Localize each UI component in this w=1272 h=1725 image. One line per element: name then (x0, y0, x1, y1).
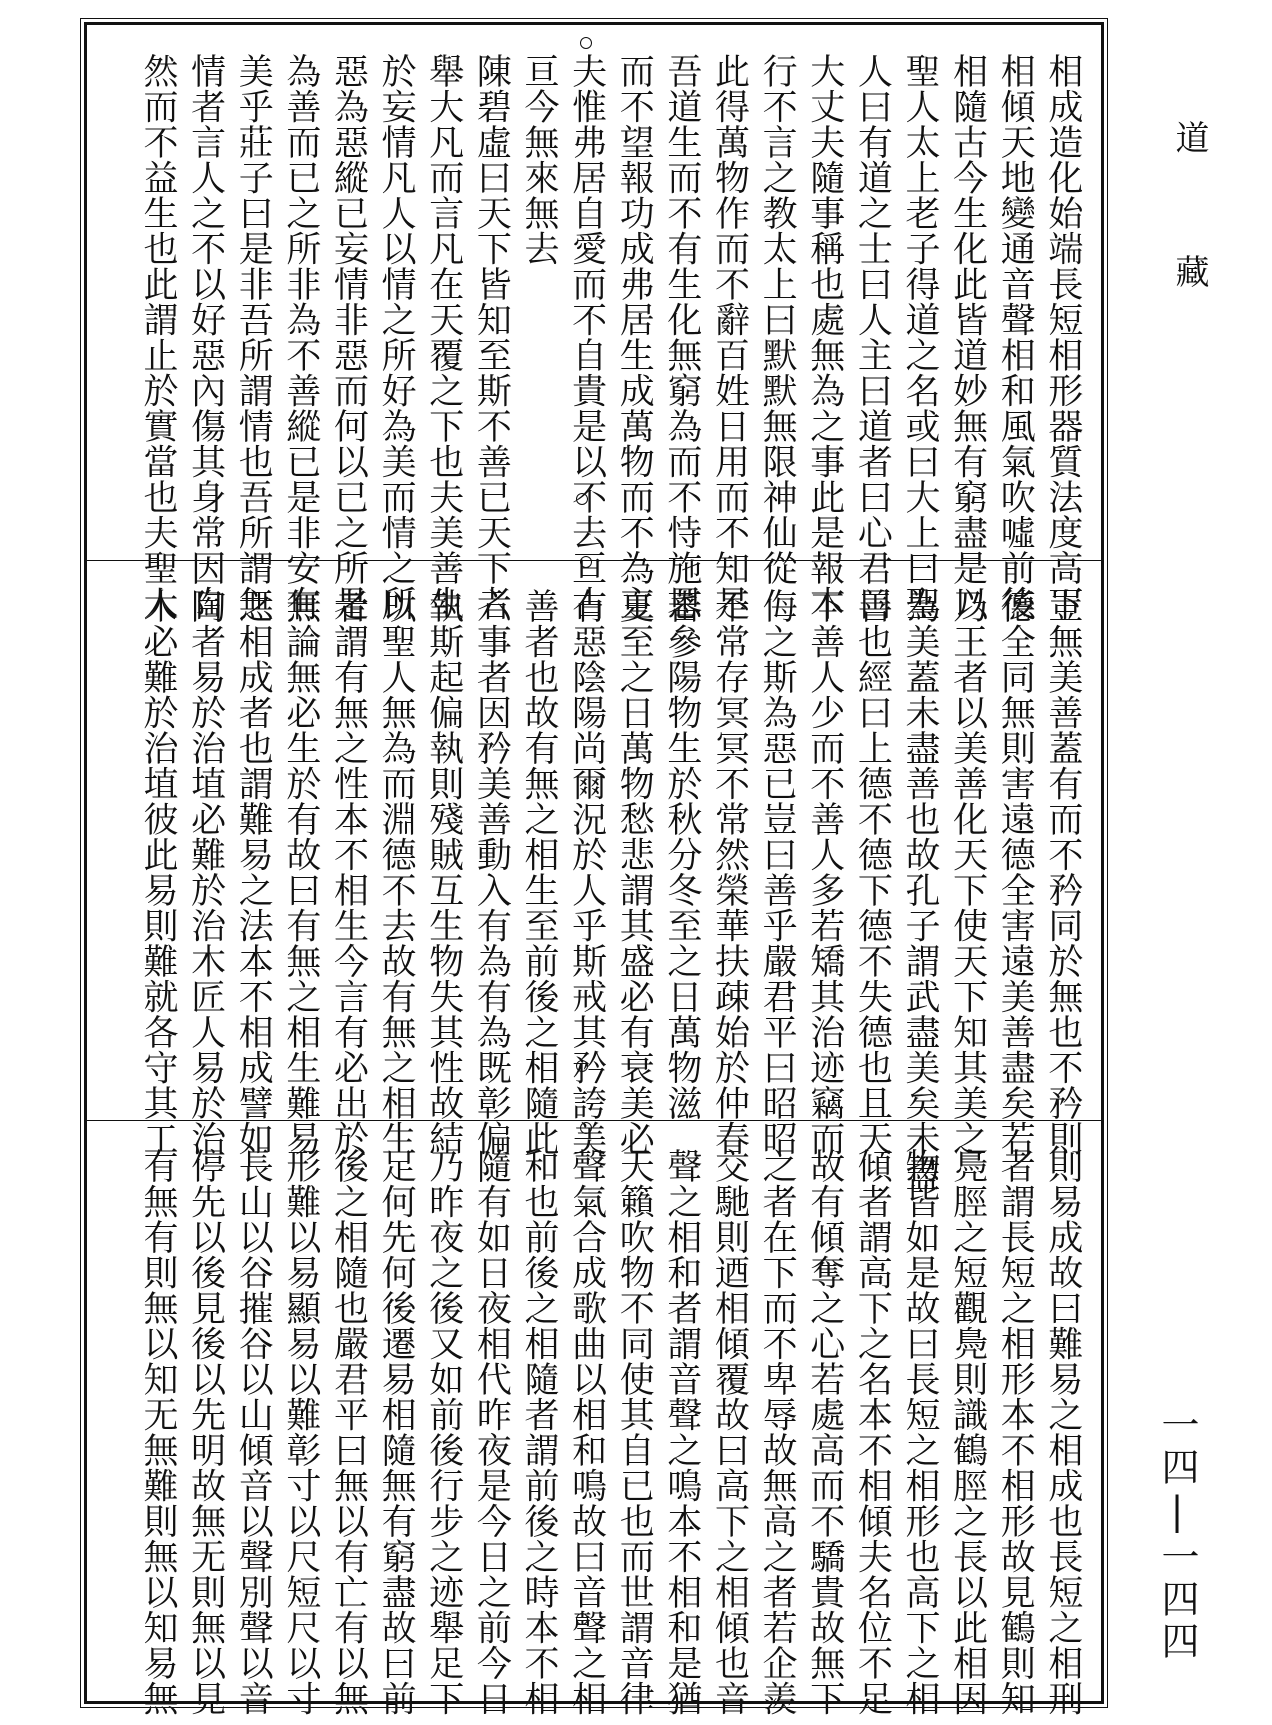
text-column: 有惡陰陽尚爾況於人乎斯戒其矜誇美 (566, 588, 607, 1156)
text-column: 故有傾奪之心若處高而不驕貴故無下 (804, 1148, 845, 1716)
text-column: 聲氣合成歌曲以相和鳴故曰音聲之相 (566, 1148, 607, 1716)
text-column: 後之相隨也嚴君平曰無以有亡有以無 (328, 1148, 369, 1716)
text-column: 侮之斯為惡已豈曰善乎嚴君平曰昭昭 (757, 588, 798, 1156)
text-column: 舉大凡而言凡在天覆之下也夫美善生 (423, 53, 464, 621)
text-panel-2 (90, 560, 1098, 1192)
text-frame (84, 22, 1104, 1716)
text-column: 為善而已之所非為不善縱已是非安有 (280, 53, 321, 621)
text-column: 不常存冥冥不常然榮華扶疎始於仲春 (709, 588, 750, 1156)
text-column: 美乎莊子曰是非吾所謂情也吾所謂無 (233, 53, 274, 621)
text-column: 情者言人之不以好惡內傷其身常因自 (185, 53, 226, 621)
text-column: 夏至之日萬物愁悲謂其盛必有衰美必 (614, 588, 655, 1156)
text-column: 相成造化始端長短相形器質法度高下 (1042, 53, 1083, 621)
text-column: 以聖人無為而淵德不去故有無之相生 (376, 588, 417, 1156)
text-column: 大丈夫隨事稱也處無為之事此是報本 (804, 53, 845, 621)
circle-mark (576, 1613, 588, 1625)
text-column: 於妄情凡人以情之所好為美而情之所 (376, 53, 417, 621)
text-column: 然而不益生也此謂止於實當也夫聖人 (138, 53, 178, 621)
text-column: 陳碧虛曰天下皆知至斯不善已天下者 (471, 53, 512, 621)
text-column: 為美蓋未盡善也故孔子謂武盡美矣未盡 (900, 588, 940, 1192)
text-column: 德全同無則害遠德全害遠美善盡矣若 (995, 588, 1036, 1156)
text-column: 善者也故有無之相生至前後之相隨此 (519, 588, 559, 1156)
text-column: 夫惟弗居自愛而不自貴是以不去亘古 (566, 53, 607, 621)
text-column: 乃王者以美善化天下使天下知其美之 (947, 588, 988, 1156)
text-column: 無論無必生於有故曰有無之相生難易 (280, 588, 321, 1156)
text-column: 聲之相和者謂音聲之鳴本不相和是猶 (661, 1148, 702, 1716)
text-column: 形難以易顯易以難彰寸以尺短尺以寸 (280, 1148, 321, 1716)
margin-title: 道藏 (1169, 120, 1209, 388)
text-column: 木必難於治埴彼此易則難就各守其工 (138, 588, 178, 1156)
text-column: 天籟吹物不同使其自已也而世謂音律 (614, 1148, 655, 1716)
text-column: 陶者易於治埴必難於治木匠人易於治 (185, 588, 226, 1156)
circle-mark (576, 493, 588, 505)
text-column: 吾道生而不有生化無窮為而不恃施恩 (661, 53, 702, 621)
circle-mark (580, 556, 592, 568)
circle-mark (576, 1060, 588, 1072)
text-column: 足何先何後遷易相隨無有窮盡故曰前 (376, 1148, 417, 1716)
text-column: 交馳則迺相傾覆故曰高下之相傾也音 (709, 1148, 750, 1716)
text-panel-3 (90, 1120, 1098, 1716)
circle-mark (580, 1122, 592, 1134)
text-column: 六事者因矜美善動入有為有為既彰偏 (471, 588, 512, 1156)
text-column: 停先以後見後以先明故無无則無以見 (185, 1148, 226, 1716)
text-column: 人曰有道之士曰人主曰道者曰心君曰 (852, 53, 893, 621)
text-column: 者謂有無之性本不相生今言有必出於 (328, 588, 369, 1156)
text-column: 豈無美善蓋有而不矜同於無也不矜則 (1042, 588, 1083, 1156)
text-column: 執斯起偏執則殘賊互生物失其性故結 (423, 588, 464, 1156)
text-column: 善也經曰上德不德下德不失德也且天 (852, 588, 893, 1156)
text-panel-1 (90, 25, 1098, 621)
text-column: 惡為惡縱已妄情非惡而何以已之所是 (328, 53, 369, 621)
text-column: 蕃參陽物生於秋分冬至之日萬物滋 (661, 588, 702, 1121)
text-column: 者謂長短之相形本不相形故見鶴則知 (995, 1148, 1036, 1716)
text-column: 下善人少而不善人多若矯其治迹竊而 (804, 588, 845, 1156)
text-column: 則易成故曰難易之相成也長短之相刑 (1042, 1148, 1083, 1716)
text-column: 而不望報功成弗居生成萬物而不為主 (614, 53, 655, 621)
text-column: 之者在下而不卑辱故無高之者若企羨 (757, 1148, 798, 1716)
text-column: 行不言之教太上曰默默無限神仙從 (757, 53, 798, 586)
text-column: 物皆如是故曰長短之相形也高下之相 (900, 1148, 940, 1716)
text-column: 聖人太上老子得道之名或曰大上曰聖 (900, 53, 940, 621)
text-column: 相隨古今生化此皆道妙無有窮盡是以 (947, 53, 988, 621)
text-column: 相傾天地變通音聲相和風氣吹噓前後 (995, 53, 1036, 621)
text-column: 乃昨夜之後又如前後行步之迹舉足下 (423, 1148, 464, 1716)
page-number: 一四|一四四 (1155, 1405, 1199, 1663)
text-column: 有無有則無以知无無難則無以知易無 (138, 1148, 178, 1716)
text-column: 隨有如日夜相代昨夜是今日之前今日 (471, 1148, 512, 1716)
text-column: 此得萬物作而不辭百姓日用而不知是 (709, 53, 750, 621)
text-column: 和也前後之相隨者謂前後之時本不相 (519, 1148, 559, 1716)
text-column: 鳧脛之短觀鳧則識鶴脛之長以此相因 (947, 1148, 988, 1716)
text-column: 傾者謂高下之名本不相傾夫名位不足 (852, 1148, 893, 1716)
text-column: 長山以谷摧谷以山傾音以聲別聲以音 (233, 1148, 274, 1716)
circle-mark (580, 37, 592, 49)
text-column: 之相成者也謂難易之法本不相成譬如 (233, 588, 274, 1156)
text-column: 亘今無來無去 (519, 53, 559, 266)
